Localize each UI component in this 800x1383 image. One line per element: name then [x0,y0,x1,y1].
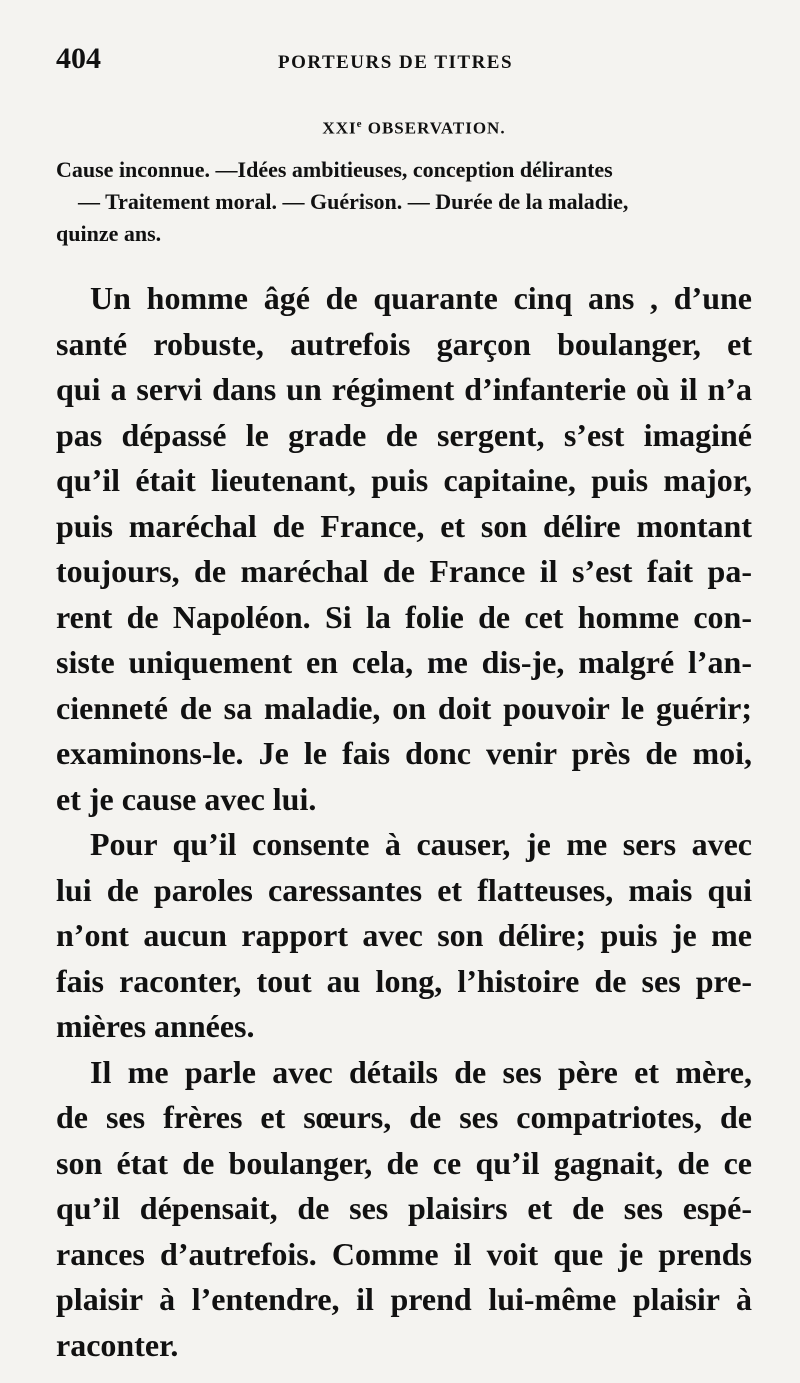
paragraph [56,276,752,822]
text-line: santé robuste, autrefois garçon boulanger, et [56,325,752,362]
summary-line: quinze ans. [56,221,162,246]
observation-title [76,118,752,148]
paragraph [56,1050,752,1369]
page-number: 404 [56,42,101,75]
text-line: lui de paroles caressantes et flatteuses, mais qui [56,871,752,908]
text-line: qu’il était lieutenant, puis capitaine, puis major, [56,462,752,498]
text-line: qu’il dépensait, de ses plaisirs et de ses espé- [56,1190,752,1226]
page-header [56,42,752,82]
text-line: cienneté de sa maladie, on doit pouvoir le guérir; [56,689,752,726]
text-line: Un homme âgé de quarante cinq ans , d’une [90,280,752,316]
text-line: examinons-le. Je le fais donc venir près de moi, [56,735,752,771]
text-line: qui a servi dans un régiment d’infanterie où il n’a [56,371,752,407]
observation-superscript: e [356,118,363,130]
text-line: pas dépassé le grade de sergent, s’est imaginé [56,416,752,453]
summary-line: — Traitement moral. — Guérison. — Durée de la maladie, [78,189,629,214]
running-head: PORTEURS DE TITRES [278,52,514,73]
text-line: et je cause avec lui. [56,780,317,817]
text-line: son état de boulanger, de ce qu’il gagnait, de ce [56,1144,752,1181]
text-line: de ses frères et sœurs, de ses compatriotes, de [56,1099,752,1135]
text-line: plaisir à l’entendre, il prend lui-même plaisir à [56,1281,752,1317]
text-line: siste uniquement en cela, me dis-je, malgré l’an- [56,644,752,680]
text-line: mières années. [56,1008,255,1044]
text-line: n’ont aucun rapport avec son délire; puis je me [56,917,752,953]
text-line: fais raconter, tout au long, l’histoire de ses pre- [56,962,752,999]
body-text [56,276,752,1368]
text-line: puis maréchal de France, et son délire montant [56,507,752,544]
text-line: Il me parle avec détails de ses père et mère, [90,1053,752,1090]
text-line: rances d’autrefois. Comme il voit que je prends [56,1235,752,1272]
text-line: Pour qu’il consente à causer, je me sers avec [90,826,752,862]
observation-summary [56,154,752,250]
text-line: toujours, de maréchal de France il s’est fait pa- [56,553,752,589]
observation-number: XXI [322,118,357,138]
summary-line: Cause inconnue. —Idées ambitieuses, conception délirantes [56,157,613,182]
text-line: rent de Napoléon. Si la folie de cet homme con- [56,598,752,635]
observation-label: OBSERVATION. [367,118,506,138]
paragraph [56,822,752,1050]
text-line: raconter. [56,1326,179,1363]
